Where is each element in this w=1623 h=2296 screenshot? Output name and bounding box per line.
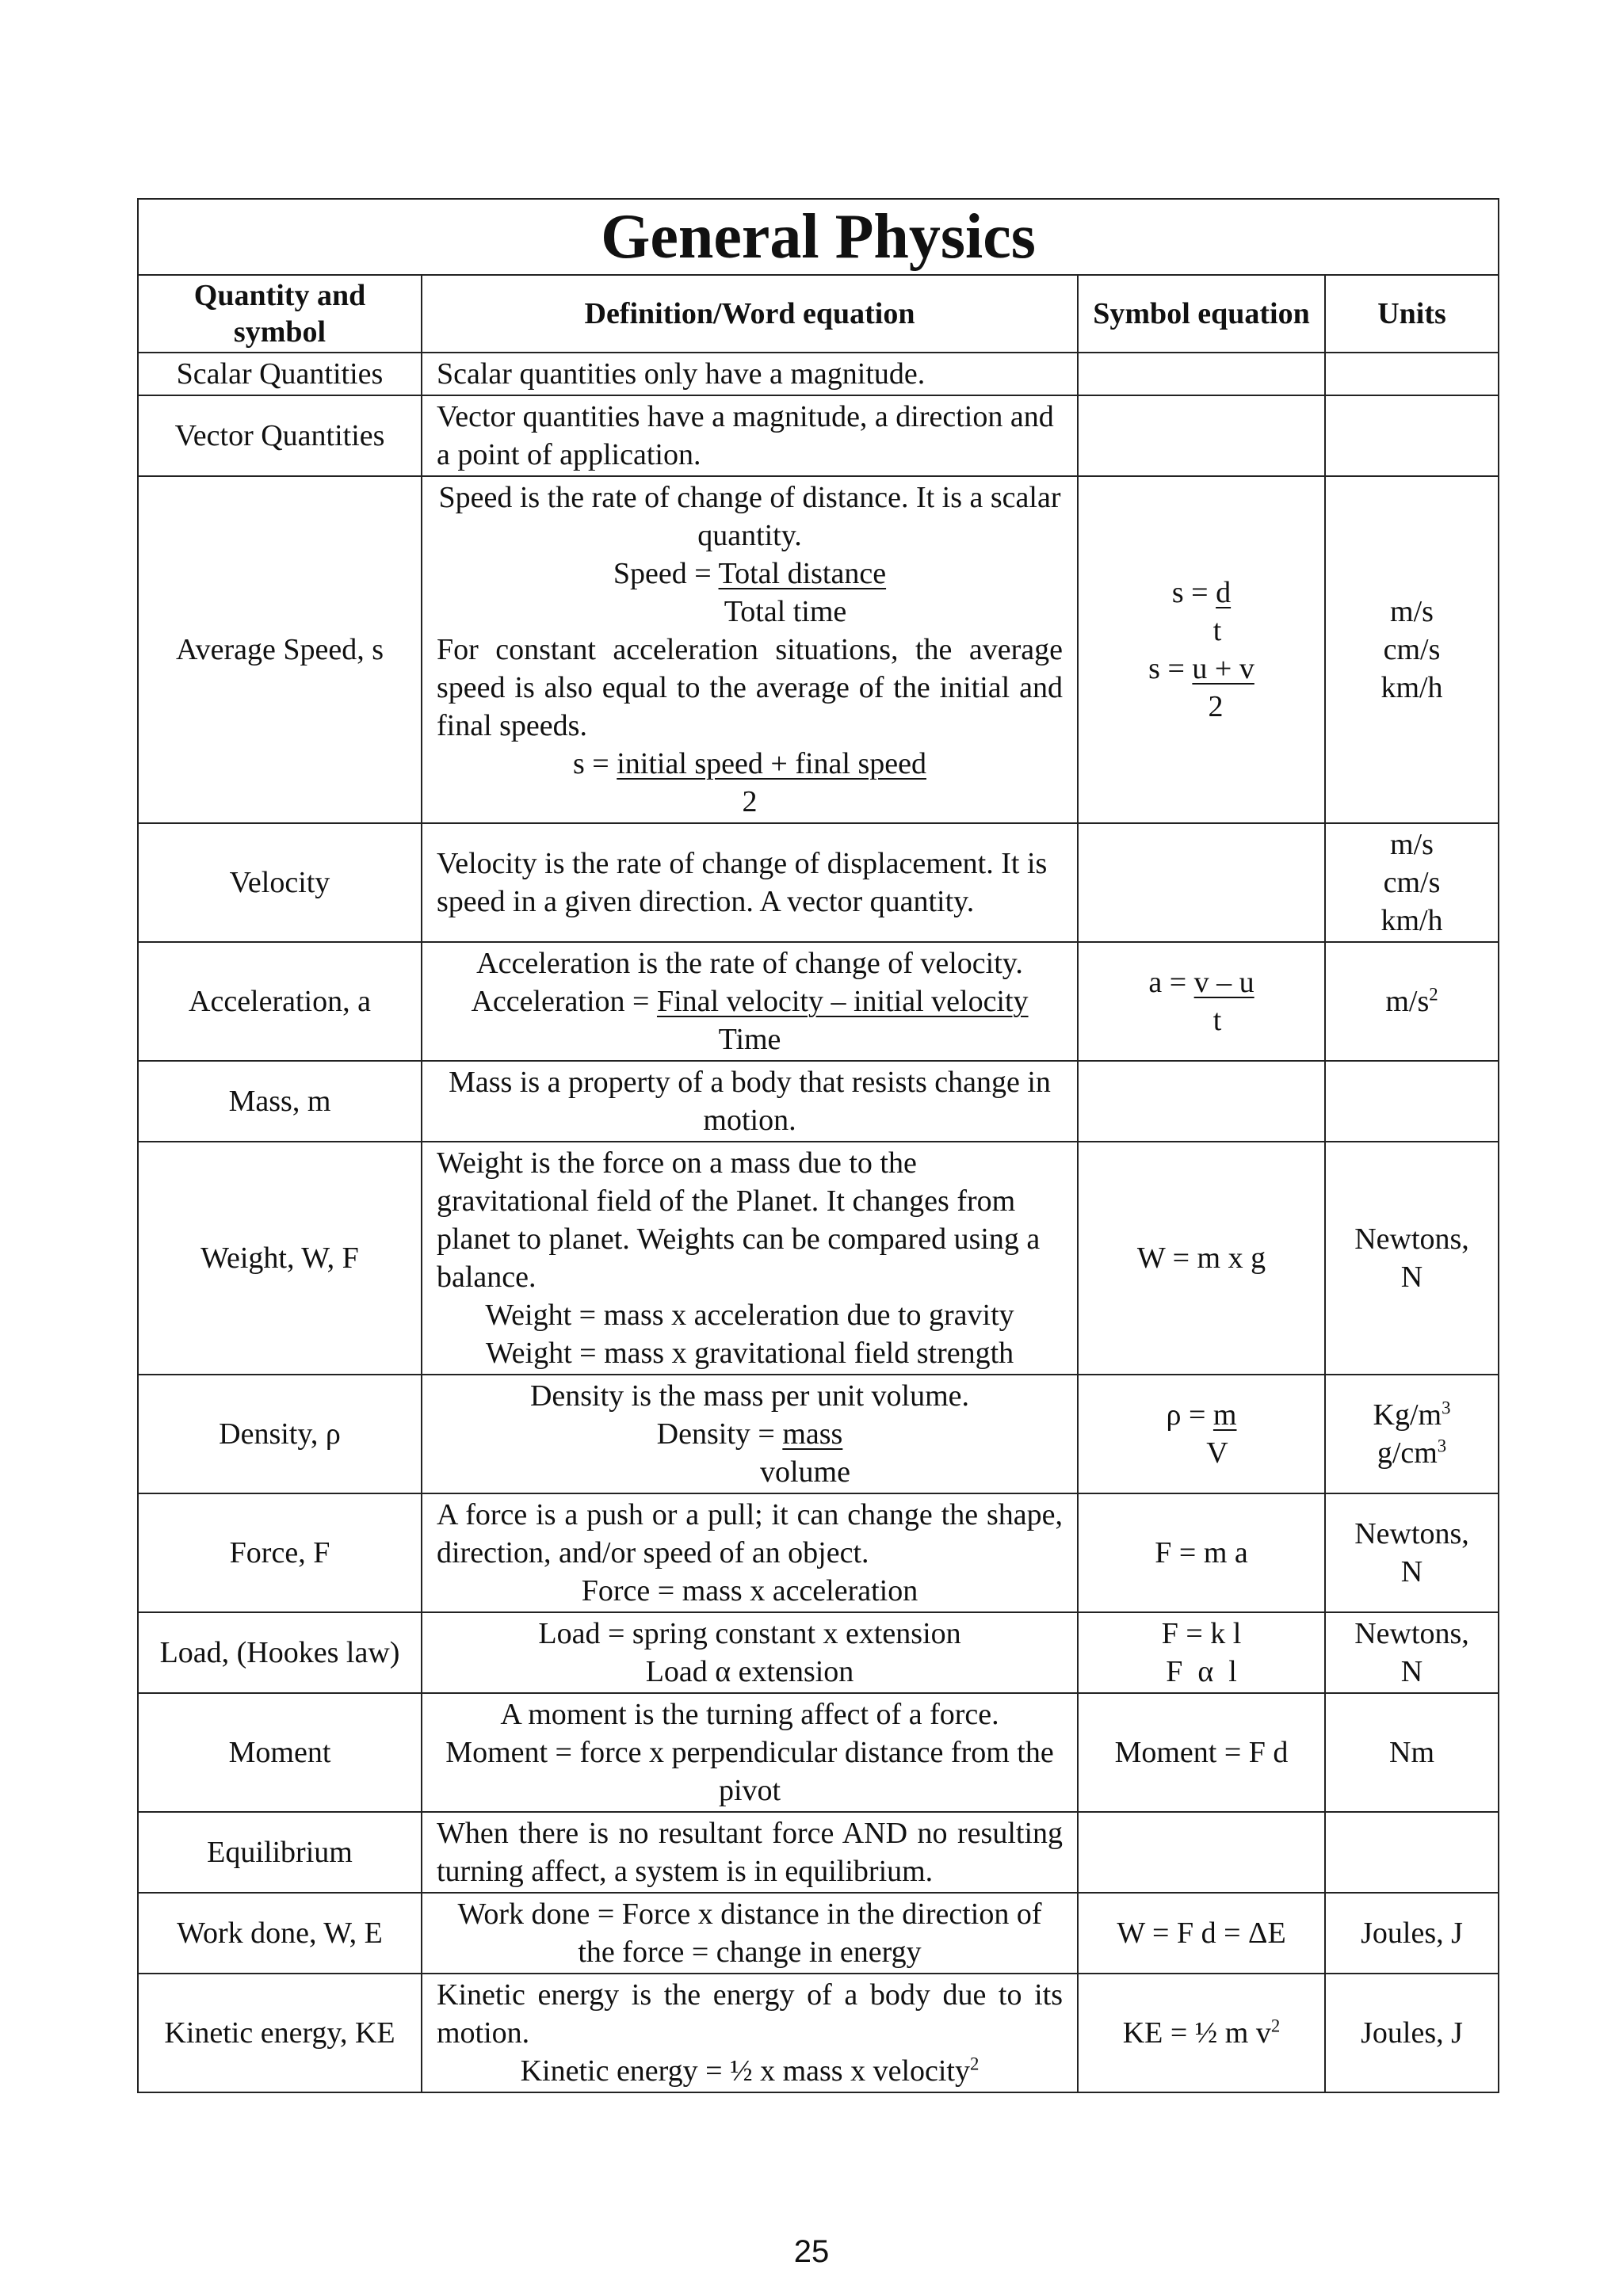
unit: Newtons, [1354, 1517, 1469, 1550]
quantity-cell: Equilibrium [138, 1812, 422, 1893]
word-equation: Force = mass x acceleration [581, 1574, 918, 1608]
table-row [138, 1974, 1499, 2092]
equation-numerator: Final velocity – initial velocity [656, 985, 1029, 1018]
table-row [138, 1375, 1499, 1493]
word-equation [437, 982, 1063, 1020]
quantity-cell: Scalar Quantities [138, 353, 422, 395]
equation-denominator: t [1212, 1004, 1222, 1037]
quantity-cell: Vector Quantities [138, 395, 422, 476]
table-row [138, 395, 1499, 476]
definition-cell [422, 476, 1078, 823]
unit: m/s [1390, 828, 1434, 861]
unit: cm/s [1383, 866, 1441, 899]
unit: km/h [1381, 671, 1443, 704]
units-cell [1325, 1493, 1499, 1612]
unit-exponent: 3 [1442, 1398, 1451, 1418]
symbol-cell [1078, 1061, 1325, 1142]
definition-cell [422, 1612, 1078, 1693]
unit [1340, 1434, 1484, 1472]
symbol-cell [1078, 353, 1325, 395]
table-row [138, 353, 1499, 395]
header-row [138, 275, 1499, 353]
unit [1340, 1396, 1484, 1434]
symbol-cell [1078, 476, 1325, 823]
definition-text: For constant acceleration situations, the average speed is also equal to the average of the initial and final speeds. [437, 633, 1063, 742]
unit: N [1400, 1555, 1423, 1589]
definition-cell [422, 1142, 1078, 1375]
definition-cell: Mass is a property of a body that resists change in motion. [422, 1061, 1078, 1142]
equation-prefix: Density = [656, 1417, 783, 1451]
unit-exponent: 2 [1429, 984, 1438, 1005]
definition-cell: Scalar quantities only have a magnitude. [422, 353, 1078, 395]
units-cell [1325, 1375, 1499, 1493]
quantity-cell: Moment [138, 1693, 422, 1812]
page-title: General Physics [138, 199, 1499, 275]
equation-numerator: u + v [1192, 652, 1254, 685]
symbol-cell [1078, 942, 1325, 1061]
unit: N [1400, 1261, 1423, 1294]
units-cell [1325, 1142, 1499, 1375]
symbol-equation: F = k l [1161, 1617, 1242, 1650]
symbol-cell [1078, 1974, 1325, 2092]
symbol-cell [1078, 823, 1325, 942]
symbol-cell [1078, 1375, 1325, 1493]
definition-text: Weight is the force on a mass due to the gravitational field of the Planet. It changes from planet to planet. Weights can be compared using a balance. [437, 1146, 1041, 1294]
symbol-equation: F α l [1166, 1655, 1237, 1688]
equation-denominator: 2 [1208, 690, 1224, 723]
physics-table [137, 198, 1499, 2093]
quantity-cell: Load, (Hookes law) [138, 1612, 422, 1693]
quantity-cell: Weight, W, F [138, 1142, 422, 1375]
equation-prefix: ρ = [1166, 1398, 1213, 1432]
word-equation [437, 555, 1063, 593]
header-units: Units [1325, 275, 1499, 353]
units-cell [1325, 395, 1499, 476]
equation-denominator: t [1212, 614, 1222, 647]
word-equation: Load α extension [645, 1655, 854, 1688]
word-equation [437, 2052, 1063, 2090]
equation-text: Kinetic energy = ½ x mass x velocity [520, 2054, 970, 2088]
definition-cell [422, 1493, 1078, 1612]
unit: Newtons, [1354, 1222, 1469, 1256]
symbol-cell: Moment = F d [1078, 1693, 1325, 1812]
table-row [138, 823, 1499, 942]
symbol-equation [1093, 1396, 1310, 1434]
quantity-cell: Kinetic energy, KE [138, 1974, 422, 2092]
symbol-equation [1093, 650, 1310, 688]
quantity-cell: Velocity [138, 823, 422, 942]
table-row [138, 1142, 1499, 1375]
word-equation: Weight = mass x gravitational field strength [485, 1337, 1014, 1370]
unit-base: Kg/m [1373, 1398, 1442, 1432]
equation-prefix: s = [1171, 576, 1216, 609]
symbol-equation [1093, 963, 1310, 1001]
units-cell: Joules, J [1325, 1974, 1499, 2092]
equation-prefix: a = [1148, 966, 1194, 999]
table-row [138, 476, 1499, 823]
definition-text: Density is the mass per unit volume. [529, 1379, 970, 1413]
quantity-cell: Work done, W, E [138, 1893, 422, 1974]
equation-exponent: 2 [969, 2054, 980, 2074]
table-row [138, 1693, 1499, 1812]
table-row [138, 1812, 1499, 1893]
unit: N [1400, 1655, 1423, 1688]
header-definition: Definition/Word equation [422, 275, 1078, 353]
units-cell [1325, 1612, 1499, 1693]
equation-prefix: s = [1148, 652, 1193, 685]
units-cell [1325, 1812, 1499, 1893]
table-row [138, 942, 1499, 1061]
word-equation [437, 745, 1063, 783]
definition-cell [422, 1974, 1078, 2092]
quantity-cell: Mass, m [138, 1061, 422, 1142]
units-cell [1325, 942, 1499, 1061]
equation-denominator: V [1206, 1436, 1228, 1470]
units-cell: Joules, J [1325, 1893, 1499, 1974]
equation-exponent: 2 [1270, 2016, 1281, 2036]
equation-numerator: Total distance [718, 557, 887, 590]
equation-prefix: Acceleration = [471, 985, 657, 1018]
definition-text: Kinetic energy is the energy of a body due to its motion. [437, 1978, 1063, 2050]
definition-cell: When there is no resultant force AND no resulting turning affect, a system is in equilibrium. [422, 1812, 1078, 1893]
units-cell [1325, 476, 1499, 823]
symbol-cell: F = m a [1078, 1493, 1325, 1612]
definition-text: Speed is the rate of change of distance. It is a scalar quantity. [438, 481, 1061, 552]
header-symbol: Symbol equation [1078, 275, 1325, 353]
definition-text: A force is a push or a pull; it can change the shape, direction, and/or speed of an object. [437, 1498, 1063, 1569]
equation-denominator: 2 [742, 785, 758, 818]
definition-cell [422, 1693, 1078, 1812]
word-equation: Weight = mass x acceleration due to gravity [485, 1299, 1014, 1332]
unit-base: g/cm [1377, 1436, 1438, 1470]
symbol-cell [1078, 1812, 1325, 1893]
quantity-cell: Density, ρ [138, 1375, 422, 1493]
definition-cell: Vector quantities have a magnitude, a direction and a point of application. [422, 395, 1078, 476]
word-equation [437, 1415, 1063, 1453]
unit-exponent: 3 [1437, 1436, 1447, 1456]
symbol-equation [1093, 574, 1310, 612]
table-row [138, 1061, 1499, 1142]
symbol-equation: KE = ½ m v [1122, 2016, 1271, 2050]
equation-numerator: v – u [1193, 966, 1254, 999]
definition-text: A moment is the turning affect of a force. [500, 1698, 999, 1731]
unit: m/s [1385, 985, 1430, 1018]
definition-cell: Velocity is the rate of change of displacement. It is speed in a given direction. A vector quantity. [422, 823, 1078, 942]
table-row [138, 1493, 1499, 1612]
equation-numerator: initial speed + final speed [617, 747, 926, 780]
unit: km/h [1381, 904, 1443, 937]
equation-prefix: s = [573, 747, 617, 780]
quantity-cell: Force, F [138, 1493, 422, 1612]
units-cell: Nm [1325, 1693, 1499, 1812]
quantity-cell: Acceleration, a [138, 942, 422, 1061]
quantity-cell: Average Speed, s [138, 476, 422, 823]
equation-numerator: m [1212, 1398, 1237, 1432]
equation-denominator: Total time [724, 595, 847, 628]
unit: m/s [1390, 595, 1434, 628]
table-row [138, 1893, 1499, 1974]
unit: Newtons, [1354, 1617, 1469, 1650]
definition-cell [422, 942, 1078, 1061]
page-number: 25 [793, 2234, 830, 2269]
equation-prefix: Speed = [613, 557, 719, 590]
symbol-cell: W = F d = ΔE [1078, 1893, 1325, 1974]
symbol-cell [1078, 395, 1325, 476]
symbol-cell [1078, 1612, 1325, 1693]
units-cell [1325, 823, 1499, 942]
header-quantity: Quantity and symbol [138, 275, 422, 353]
word-equation: Moment = force x perpendicular distance from the pivot [445, 1736, 1054, 1807]
equation-denominator: volume [760, 1455, 850, 1489]
unit: cm/s [1383, 633, 1441, 666]
equation-numerator: d [1216, 576, 1232, 609]
word-equation: Load = spring constant x extension [538, 1617, 961, 1650]
definition-text: Acceleration is the rate of change of velocity. [476, 947, 1023, 980]
equation-denominator: Time [718, 1023, 781, 1056]
units-cell [1325, 1061, 1499, 1142]
definition-cell: Work done = Force x distance in the direction of the force = change in energy [422, 1893, 1078, 1974]
table-row [138, 1612, 1499, 1693]
definition-cell [422, 1375, 1078, 1493]
symbol-cell: W = m x g [1078, 1142, 1325, 1375]
units-cell [1325, 353, 1499, 395]
equation-numerator: mass [782, 1417, 843, 1451]
